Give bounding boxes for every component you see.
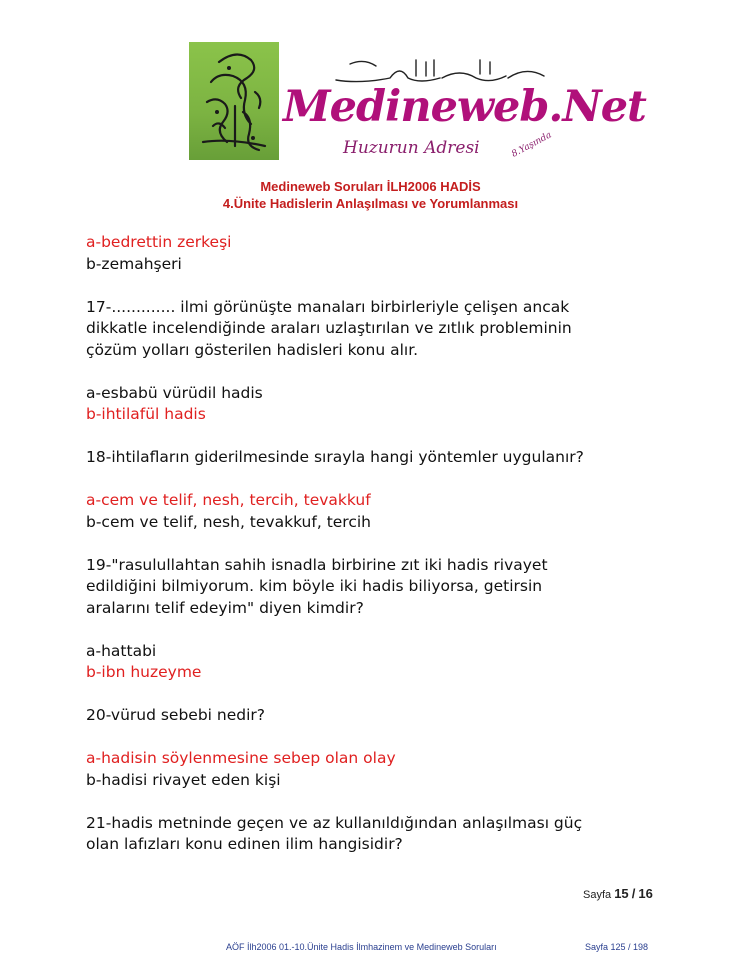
question-text: 18-ihtilafların giderilmesinde sırayla hangi yöntemler uygulanır?	[86, 448, 584, 466]
questions-content	[86, 232, 686, 856]
question-text: çözüm yolları gösterilen hadisleri konu alır.	[86, 340, 419, 359]
page-separator: /	[631, 886, 636, 901]
answer-option: b-cem ve telif, nesh, tevakkuf, tercih	[86, 512, 371, 531]
question-text: 19-"rasulullahtan sahih isnadla birbirine zıt iki hadis rivayet	[86, 555, 548, 574]
answer-option: a-cem ve telif, nesh, tercih, tevakkuf	[86, 491, 371, 509]
brand-slogan: Huzurun Adresi	[343, 138, 480, 158]
answer-option: a-hattabi	[86, 641, 157, 660]
age-badge: 8.Yaşında	[510, 130, 554, 160]
calligraphy-logo-image	[189, 42, 279, 160]
header-title: Medineweb Soruları İLH2006 HADİS	[260, 179, 481, 194]
answer-option: b-ihtilafül hadis	[86, 405, 206, 423]
document-header	[0, 178, 741, 212]
question-text: 21-hadis metninde geçen ve az kullanıldığından anlaşılması güç	[86, 813, 583, 832]
page-current: 15	[614, 886, 629, 901]
header-subtitle: 4.Ünite Hadislerin Anlaşılması ve Yorumlanması	[222, 196, 519, 211]
footer-page: Sayfa 125 / 198	[585, 942, 649, 952]
question-text: 20-vürud sebebi nedir?	[86, 706, 266, 724]
page-label: Sayfa	[583, 889, 612, 901]
brand-name: Medineweb.Net	[283, 82, 646, 132]
question-text: olan lafızları konu edinen ilim hangisidir?	[86, 835, 403, 853]
question-text: edildiğini bilmiyorum. kim böyle iki hadis biliyorsa, getirsin	[86, 577, 543, 595]
page-number	[583, 886, 653, 901]
answer-option: b-hadisi rivayet eden kişi	[86, 770, 281, 789]
question-text: dikkatle incelendiğinde araları uzlaştırılan ve zıtlık probleminin	[86, 319, 572, 337]
answer-option: a-esbabü vürüdil hadis	[86, 383, 263, 402]
page-total: 16	[638, 886, 653, 901]
question-text: 17-............. ilmi görünüşte manaları birbirleriyle çelişen ancak	[86, 297, 570, 316]
question-text: aralarını telif edeyim" diyen kimdir?	[86, 598, 364, 617]
answer-option: a-bedrettin zerkeşi	[86, 233, 232, 251]
answer-option: b-zemahşeri	[86, 254, 182, 273]
footer-title: AÖF İlh2006 01.-10.Ünite Hadis İlmhazinem ve Medineweb Soruları	[226, 942, 497, 952]
answer-option: a-hadisin söylenmesine sebep olan olay	[86, 749, 396, 767]
answer-option: b-ibn huzeyme	[86, 663, 202, 681]
